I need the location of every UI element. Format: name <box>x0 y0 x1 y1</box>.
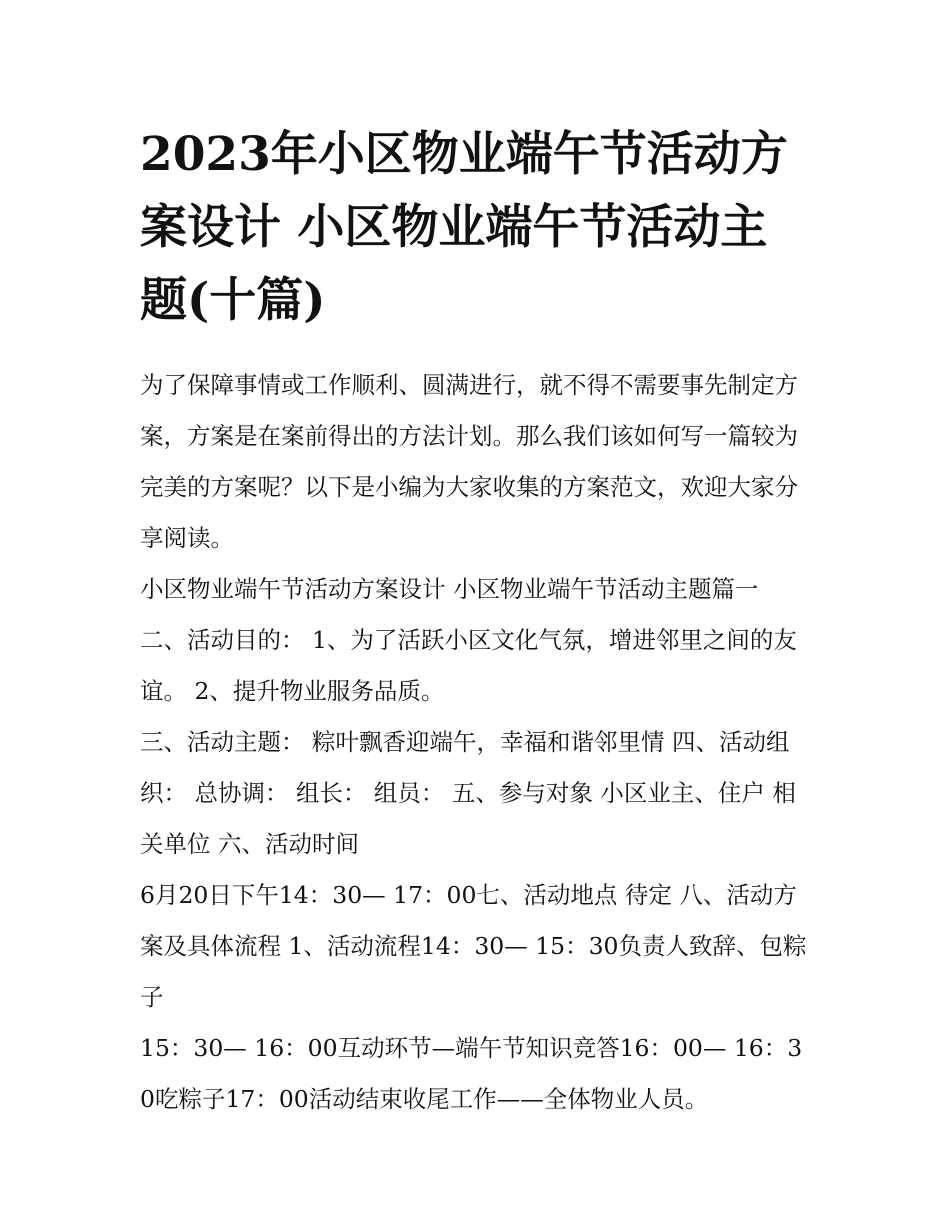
paragraph-activity-purpose: 二、活动目的： 1、为了活跃小区文化气氛，增进邻里之间的友谊。 2、提升物业服务品质。 <box>140 626 797 705</box>
paragraph-activity-theme: 三、活动主题： 粽叶飘香迎端午，幸福和谐邻里情 四、活动组织： 总协调： 组长： 组员： 五、参与对象 小区业主、住户 相关单位 六、活动时间 <box>140 728 796 858</box>
document-page <box>140 118 812 1125</box>
paragraph-section-heading: 小区物业端午节活动方案设计 小区物业端午节活动主题篇一 <box>140 575 759 603</box>
paragraph-activity-schedule: 6月20日下午14：30— 17：00七、活动地点 待定 八、活动方案及具体流程 1、活动流程14：30— 15：30负责人致辞、包粽子 <box>140 881 807 1011</box>
paragraph-activity-flow: 15：30— 16：00互动环节—端午节知识竞答16：00— 16：30吃粽子17：00活动结束收尾工作——全体物业人员。 <box>140 1034 803 1113</box>
paragraph-intro: 为了保障事情或工作顺利、圆满进行，就不得不需要事先制定方案，方案是在案前得出的方法计划。那么我们该如何写一篇较为完美的方案呢？以下是小编为大家收集的方案范文，欢迎大家分享阅读。 <box>140 371 798 552</box>
document-title: 2023年小区物业端午节活动方案设计 小区物业端午节活动主题(十篇) <box>140 127 788 328</box>
document-body <box>140 360 812 1125</box>
